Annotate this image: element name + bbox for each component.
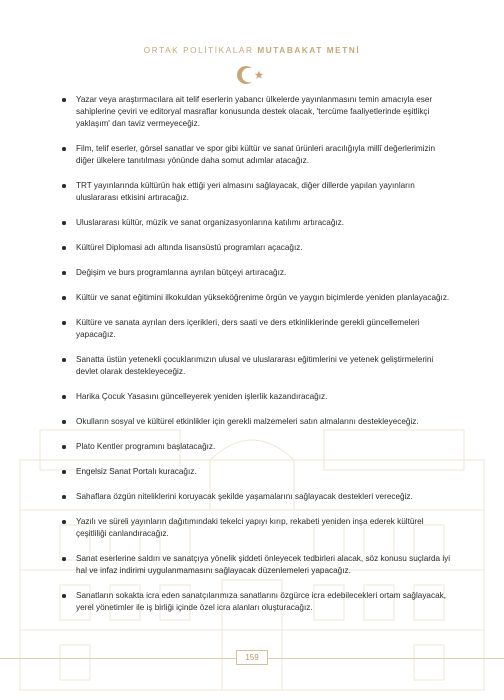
bullet-icon: [62, 594, 66, 598]
list-item: Sanatların sokakta icra eden sanatçılarımıza sanatlarını özgürce icra edebilecekleri ortam sağlayacak, yerel yönetimler ile iş birliği içinde özel icra alanları oluşturacağız.: [62, 590, 452, 614]
list-item: Kültüre ve sanata ayrılan ders içerikleri, ders saati ve ders etkinliklerinde gerekli güncellemeleri yapacağız.: [62, 317, 452, 341]
list-item: Plato Kentler programını başlatacağız.: [62, 441, 452, 453]
bullet-icon: [62, 557, 66, 561]
page-header: [0, 46, 504, 55]
list-item: Sanatta üstün yetenekli çocuklarımızın ulusal ve uluslararası eğitimlerini ve yetenek geliştirmelerini devlet olarak destekleyeceğiz.: [62, 354, 452, 378]
list-item: Değişim ve burs programlarına ayrılan bütçeyi artıracağız.: [62, 267, 452, 279]
bullet-icon: [62, 147, 66, 151]
header-subsection: MUTABAKAT METNİ: [257, 46, 361, 55]
header-section: ORTAK POLİTİKALAR: [143, 46, 254, 55]
page-footer: [0, 649, 504, 667]
list-item: Kültürel Diplomasi adı altında lisansüstü programları açacağız.: [62, 242, 452, 254]
crescent-star-icon: [232, 64, 272, 86]
list-item: Yazılı ve süreli yayınların dağıtımındaki tekelci yapıyı kırıp, rekabeti yeniden inşa ederek kültürel çeşitliliği canlandıracağız.: [62, 516, 452, 540]
list-item: Harika Çocuk Yasasını güncelleyerek yeniden işlerlik kazandıracağız.: [62, 391, 452, 403]
list-item: Uluslararası kültür, müzik ve sanat organizasyonlarına katılımı artıracağız.: [62, 217, 452, 229]
policy-list: [62, 94, 452, 614]
footer-divider-right: [268, 658, 504, 659]
footer-divider-left: [0, 658, 236, 659]
list-item: Sanat eserlerine saldırı ve sanatçıya yönelik şiddeti önleyecek tedbirleri alacak, söz konusu suçlarda iyi hal ve infaz indirimi uygulanmamasını sağlayacak düzenlemeleri yapacağız.: [62, 553, 452, 577]
list-item: Film, telif eserler, görsel sanatlar ve spor gibi kültür ve sanat ürünleri aracılığıyla millî değerlerimizin diğer ülkelere tanıtılması yönünde daha somut adımlar atacağız.: [62, 143, 452, 167]
bullet-icon: [62, 184, 66, 188]
list-item: Engelsiz Sanat Portalı kuracağız.: [62, 466, 452, 478]
bullet-icon: [62, 321, 66, 325]
bullet-icon: [62, 296, 66, 300]
bullet-icon: [62, 520, 66, 524]
list-item: Sahaflara özgün niteliklerini koruyacak şekilde yaşamalarını sağlayacak destekleri vereceğiz.: [62, 491, 452, 503]
page-number: 159: [236, 650, 268, 665]
bullet-icon: [62, 271, 66, 275]
bullet-icon: [62, 470, 66, 474]
bullet-icon: [62, 358, 66, 362]
bullet-icon: [62, 221, 66, 225]
list-item: Kültür ve sanat eğitimini ilkokuldan yükseköğrenime örgün ve yaygın biçimlerde yeniden planlayacağız.: [62, 292, 452, 304]
list-item: Yazar veya araştırmacılara ait telif eserlerin yabancı ülkelerde yayınlanmasını temin amacıyla eser sahiplerine çeviri ve editoryal masraflar konusunda destek olacak, 'tercüme faaliyetlerinde eşitlikçi yaklaşım' dan taviz vermeyeceğiz.: [62, 94, 452, 130]
bullet-icon: [62, 495, 66, 499]
bullet-icon: [62, 420, 66, 424]
bullet-icon: [62, 395, 66, 399]
bullet-icon: [62, 98, 66, 102]
bullet-icon: [62, 246, 66, 250]
bullet-icon: [62, 445, 66, 449]
list-item: Okulların sosyal ve kültürel etkinlikler için gerekli malzemeleri satın almalarını destekleyeceğiz.: [62, 416, 452, 428]
list-item: TRT yayınlarında kültürün hak ettiği yeri almasını sağlayacak, diğer dillerde yapılan yayınların uluslararası etkisini artıracağız.: [62, 180, 452, 204]
policy-list-section: [62, 94, 452, 627]
